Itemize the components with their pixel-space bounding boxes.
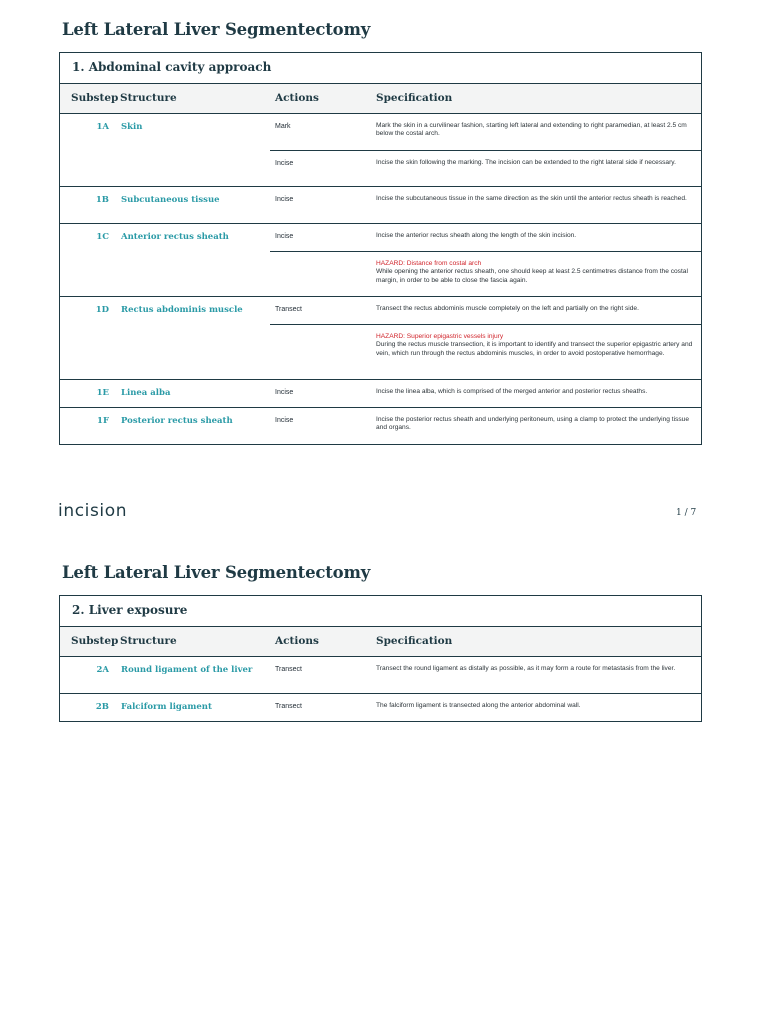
table-row xyxy=(270,114,701,150)
action-cell: Incise xyxy=(275,417,294,424)
table-row xyxy=(270,224,701,251)
specification-cell xyxy=(371,224,701,251)
substep-id: 1C xyxy=(96,232,109,242)
column-header-specification: Specification xyxy=(376,635,453,647)
specification-text: Mark the skin in a curvilinear fashion, starting left lateral and extending to right paramedian, at least 2.5 cm below the costal arch. xyxy=(376,122,687,138)
table-row xyxy=(270,408,701,444)
section-heading: 2. Liver exposure xyxy=(60,596,701,627)
table-row xyxy=(270,150,701,186)
substep-id: 1F xyxy=(97,416,109,426)
table-row-group xyxy=(60,408,701,444)
specification-text: Incise the skin following the marking. The incision can be extended to the right lateral side if necessary. xyxy=(376,159,676,166)
specification-text: Incise the subcutaneous tissue in the same direction as the skin until the anterior rectus sheath is reached. xyxy=(376,195,687,202)
action-cell: Mark xyxy=(275,123,291,130)
specification-text: During the rectus muscle transection, it is important to identify and transect the superior epigastric artery and vein, which run through the rectus abdominis muscles, in order to avoid postoperative hemorrhage. xyxy=(376,341,693,357)
action-cell xyxy=(270,252,371,296)
page-number: 1 / 7 xyxy=(676,508,697,518)
structure-name: Falciform ligament xyxy=(121,702,212,712)
column-header-structure: Structure xyxy=(120,635,177,647)
specification-cell xyxy=(371,252,701,296)
specification-text: Transect the rectus abdominis muscle completely on the left and partially on the right side. xyxy=(376,305,639,312)
table-row-group xyxy=(60,114,701,187)
specification-cell xyxy=(371,297,701,324)
substep-id: 1D xyxy=(95,305,109,315)
column-header-substep: Substep xyxy=(71,92,119,104)
section-table-abdominal-cavity-approach xyxy=(59,52,702,445)
specification-text: While opening the anterior rectus sheath, one should keep at least 2.5 centimetres distance from the costal margin, in order to be able to close the fascia again. xyxy=(376,268,688,284)
substep-id: 2A xyxy=(96,665,109,675)
action-cell xyxy=(270,325,371,379)
column-header-actions: Actions xyxy=(275,635,319,647)
specification-text: Transect the round ligament as distally as possible, as it may form a route for metastasis from the liver. xyxy=(376,665,676,672)
column-header-row xyxy=(60,84,701,114)
action-cell: Incise xyxy=(275,389,294,396)
column-header-row xyxy=(60,627,701,657)
page-title: Left Lateral Liver Segmentectomy xyxy=(62,563,371,582)
table-row xyxy=(270,251,701,296)
substep-id: 1E xyxy=(96,388,109,398)
section-table-liver-exposure xyxy=(59,595,702,722)
table-row-group xyxy=(60,224,701,297)
structure-name: Skin xyxy=(121,122,143,132)
action-cell: Incise xyxy=(275,160,294,167)
table-row xyxy=(270,324,701,379)
table-row xyxy=(270,657,701,693)
table-row xyxy=(270,694,701,721)
column-header-structure: Structure xyxy=(120,92,177,104)
table-row-group xyxy=(60,657,701,694)
table-row-group xyxy=(60,380,701,408)
page-title: Left Lateral Liver Segmentectomy xyxy=(62,20,371,39)
specification-cell xyxy=(371,151,701,186)
structure-name: Rectus abdominis muscle xyxy=(121,305,243,315)
structure-name: Posterior rectus sheath xyxy=(121,416,233,426)
hazard-label: HAZARD: Distance from costal arch xyxy=(376,260,482,267)
hazard-label: HAZARD: Superior epigastric vessels injury xyxy=(376,333,504,340)
specification-cell xyxy=(371,325,701,379)
table-row-group xyxy=(60,187,701,224)
specification-cell xyxy=(371,657,701,693)
action-cell: Transect xyxy=(275,306,302,313)
substep-id: 1B xyxy=(95,195,109,205)
specification-text: Incise the linea alba, which is comprised of the merged anterior and posterior rectus sheaths. xyxy=(376,388,648,395)
action-cell: Transect xyxy=(275,666,302,673)
specification-cell xyxy=(371,408,701,444)
incision-logo: incision xyxy=(58,501,128,521)
action-cell: Incise xyxy=(275,233,294,240)
structure-name: Subcutaneous tissue xyxy=(121,195,220,205)
specification-text: Incise the posterior rectus sheath and underlying peritoneum, using a clamp to protect the underlying tissue and organs. xyxy=(376,416,690,432)
action-cell: Incise xyxy=(275,196,294,203)
specification-text: The falciform ligament is transected along the anterior abdominal wall. xyxy=(376,702,581,709)
substep-id: 1A xyxy=(96,122,109,132)
column-header-substep: Substep xyxy=(71,635,119,647)
specification-text: Incise the anterior rectus sheath along the length of the skin incision. xyxy=(376,232,577,239)
structure-name: Round ligament of the liver xyxy=(121,665,253,675)
table-row-group xyxy=(60,694,701,721)
specification-cell xyxy=(371,114,701,150)
column-header-specification: Specification xyxy=(376,92,453,104)
specification-cell xyxy=(371,694,701,721)
substep-id: 2B xyxy=(95,702,109,712)
structure-name: Anterior rectus sheath xyxy=(121,232,229,242)
specification-cell xyxy=(371,380,701,407)
action-cell: Transect xyxy=(275,703,302,710)
table-row-group xyxy=(60,297,701,380)
specification-cell xyxy=(371,187,701,223)
structure-name: Linea alba xyxy=(121,388,171,398)
table-row xyxy=(270,380,701,407)
table-row xyxy=(270,297,701,324)
table-row xyxy=(270,187,701,223)
column-header-actions: Actions xyxy=(275,92,319,104)
section-heading: 1. Abdominal cavity approach xyxy=(60,53,701,84)
